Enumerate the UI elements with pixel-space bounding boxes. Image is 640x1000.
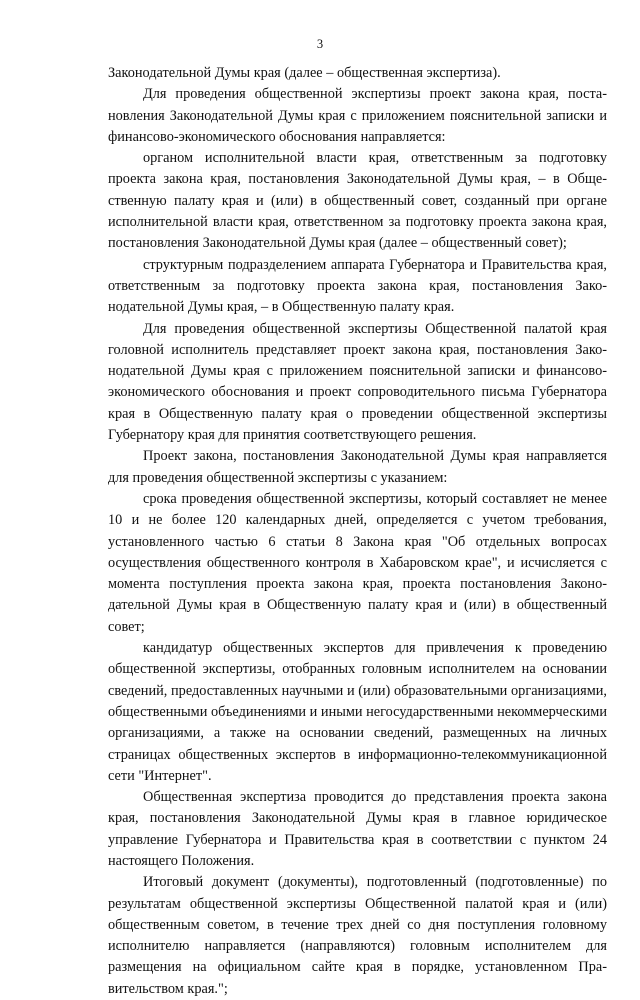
paragraph: Законодательной Думы края (далее – общественная экспертиза). bbox=[108, 65, 501, 81]
paragraph: Для проведения общественной экспертизы проект закона края, постановления Законодательной Думы края с приложением пояснительной записки и финансово-экономического обоснования направляется: bbox=[108, 86, 607, 145]
paragraph: кандидатур общественных экспертов для привлечения к проведению общественной экспертизы, отобранных головным исполнителем на основании сведений, предоставленных научными и (или) образовательными организациями, общественными объединениями и иными негосударственными некоммерческими организациями, а также на основании сведений, размещенных на личных страницах общественных экспертов в информационно-телекоммуникационной сети "Интернет". bbox=[108, 640, 607, 784]
page-number: 3 bbox=[316, 37, 324, 51]
paragraph: структурным подразделением аппарата Губернатора и Правительства края, ответственным за подготовку проекта закона края, постановления Законодательной Думы края, – в Общественную палату края. bbox=[108, 256, 607, 316]
paragraph: органом исполнительной власти края, ответственным за подготовку проекта закона края, постановления Законодательной Думы края, – в Общественную палату края и (или) в общественный совет, созданный при органе исполнительной власти края, ответственном за подготовку проекта закона края, постановления Законодательной Думы края (далее – общественный совет); bbox=[108, 150, 607, 252]
paragraph: Проект закона, постановления Законодательной Думы края направляется для проведения общественной экспертизы с указанием: bbox=[108, 448, 607, 486]
paragraph: Итоговый документ (документы), подготовленный (подготовленные) по результатам общественной экспертизы Общественной палатой края и (или) общественным советом, в течение трех дней со дня поступления головному исполнителю направляется (направляются) головным исполнителем для размещения на официальном сайте края в порядке, установленном Правительством края."; bbox=[108, 874, 607, 997]
paragraph: Для проведения общественной экспертизы Общественной палатой края головной исполнитель представляет проект закона края, постановления Законодательной Думы края с приложением пояснительной записки и финансово-экономического обоснования и проект сопроводительного письма Губернатора края в Общественную палату края о проведении общественной экспертизы Губернатору края для принятия соответствующего решения. bbox=[108, 320, 607, 444]
paragraph: срока проведения общественной экспертизы, который составляет не менее 10 и не более 120 календарных дней, определяется с учетом требования, установленного частью 6 статьи 8 Закона края "Об отдельных вопросах осуществления общественного контроля в Хабаровском крае", и исчисляется с момента поступления проекта закона края, проекта постановления Законодательной Думы края в Общественную палату края и (или) в общественный совет; bbox=[108, 490, 607, 635]
document-body bbox=[108, 63, 607, 1000]
paragraph: Общественная экспертиза проводится до представления проекта закона края, постановления Законодательной Думы края в главное юридическое управление Губернатора и Правительства края в соответствии с пунктом 24 настоящего Положения. bbox=[108, 789, 607, 869]
